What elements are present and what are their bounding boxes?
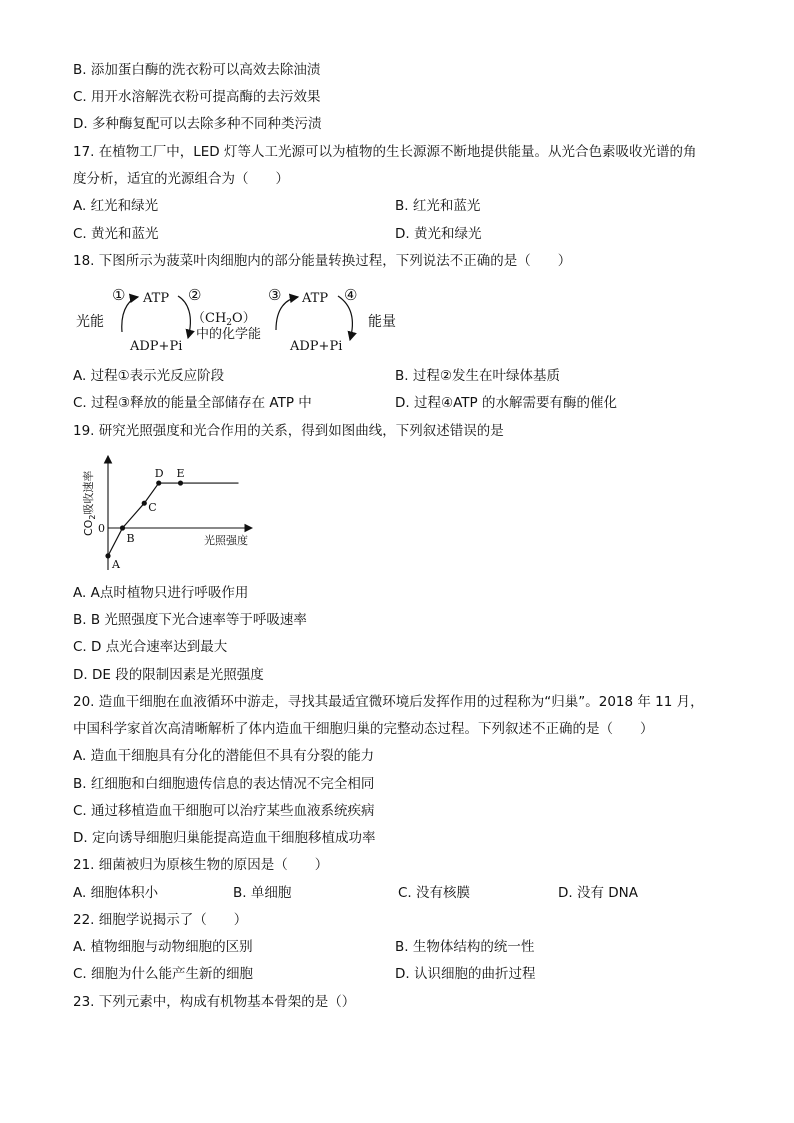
zero-label: 0 [98,522,105,535]
point-label-e: E [176,467,185,481]
q17-stem-line1: 17. 在植物工厂中，LED 灯等人工光源可以为植物的生长源源不断地提供能量。从光合色素吸收光谱的角 [73,144,697,160]
q20-option-d: D. 定向诱导细胞归巢能提高造血干细胞移植成功率 [73,830,376,846]
point-d [156,480,161,485]
adp-pi-label-left: ADP+Pi [130,339,183,354]
ch2o-label: $(CH_2O)$ [192,311,256,328]
q19-stem: 19. 研究光照强度和光合作用的关系，得到如图曲线，下列叙述错误的是 [73,423,504,439]
y-axis-label: $CO_2$吸收速率 [82,470,97,536]
energy-conversion-diagram [70,282,410,358]
atp-label-left: ATP [143,291,170,306]
q16-option-b: B. 添加蛋白酶的洗衣粉可以高效去除油渍 [73,62,321,78]
q20-stem-line2: 中国科学家首次高清晰解析了体内造血干细胞归巢的完整动态过程。下列叙述不正确的是（ ） [73,721,654,737]
q21-stem: 21. 细菌被归为原核生物的原因是（ ） [73,857,329,873]
q20-stem-line1: 20. 造血干细胞在血液循环中游走，寻找其最适宜微环境后发挥作用的过程称为“归巢”。2018 年 11 月， [73,694,704,710]
energy-label: 能量 [368,314,396,330]
q22-option-b: B. 生物体结构的统一性 [395,939,535,955]
q19-option-c: C. D 点光合速率达到最大 [73,639,228,655]
point-label-a: A [112,557,120,571]
step2-label: ② [188,286,202,304]
point-label-c: C [148,501,157,515]
light-co2-chart [72,452,272,574]
q19-option-b: B. B 光照强度下光合速率等于呼吸速率 [73,612,307,628]
step1-label: ① [112,286,126,304]
q17-stem-line2: 度分析，适宜的光源组合为（ ） [73,171,289,187]
q22-option-d: D. 认识细胞的曲折过程 [395,966,536,982]
q16-option-c: C. 用开水溶解洗衣粉可提高酶的去污效果 [73,89,321,105]
q21-option-d: D. 没有 DNA [558,885,638,901]
q20-option-c: C. 通过移植造血干细胞可以治疗某些血液系统疾病 [73,803,375,819]
q22-stem: 22. 细胞学说揭示了（ ） [73,912,248,928]
q19-option-a: A. A点时植物只进行呼吸作用 [73,585,249,601]
q20-option-b: B. 红细胞和白细胞遗传信息的表达情况不完全相同 [73,776,375,792]
x-axis-label: 光照强度 [204,534,248,547]
q17-option-b: B. 红光和蓝光 [395,198,481,214]
q18-option-c: C. 过程③释放的能量全部储存在 ATP 中 [73,395,312,411]
chemical-energy-label: 中的化学能 [196,327,262,342]
q21-option-a: A. 细胞体积小 [73,885,159,901]
adp-pi-label-right: ADP+Pi [290,339,343,354]
q19-option-d: D. DE 段的限制因素是光照强度 [73,667,264,683]
q20-option-a: A. 造血干细胞具有分化的潜能但不具有分裂的能力 [73,748,375,764]
point-c [142,501,147,506]
q18-stem: 18. 下图所示为菠菜叶肉细胞内的部分能量转换过程，下列说法不正确的是（ ） [73,253,572,269]
q22-option-a: A. 植物细胞与动物细胞的区别 [73,939,253,955]
q23-stem: 23. 下列元素中，构成有机物基本骨架的是（） [73,994,356,1010]
q18-option-b: B. 过程②发生在叶绿体基质 [395,368,560,384]
point-label-d: D [154,467,164,481]
q18-option-d: D. 过程④ATP 的水解需要有酶的催化 [395,395,617,411]
light-energy-label: 光能 [76,314,104,330]
step4-label: ④ [344,286,358,304]
q21-option-c: C. 没有核膜 [398,885,471,901]
atp-label-right: ATP [302,291,329,306]
q17-option-c: C. 黄光和蓝光 [73,226,159,242]
q18-option-a: A. 过程①表示光反应阶段 [73,368,225,384]
point-b [120,525,125,530]
q17-option-a: A. 红光和绿光 [73,198,159,214]
q16-option-d: D. 多种酶复配可以去除多种不同种类污渍 [73,116,322,132]
q21-option-b: B. 单细胞 [233,885,292,901]
point-label-b: B [126,532,135,545]
q22-option-c: C. 细胞为什么能产生新的细胞 [73,966,254,982]
step3-label: ③ [268,286,282,304]
point-e [178,480,183,485]
q17-option-d: D. 黄光和绿光 [395,226,482,242]
point-a [105,553,110,558]
